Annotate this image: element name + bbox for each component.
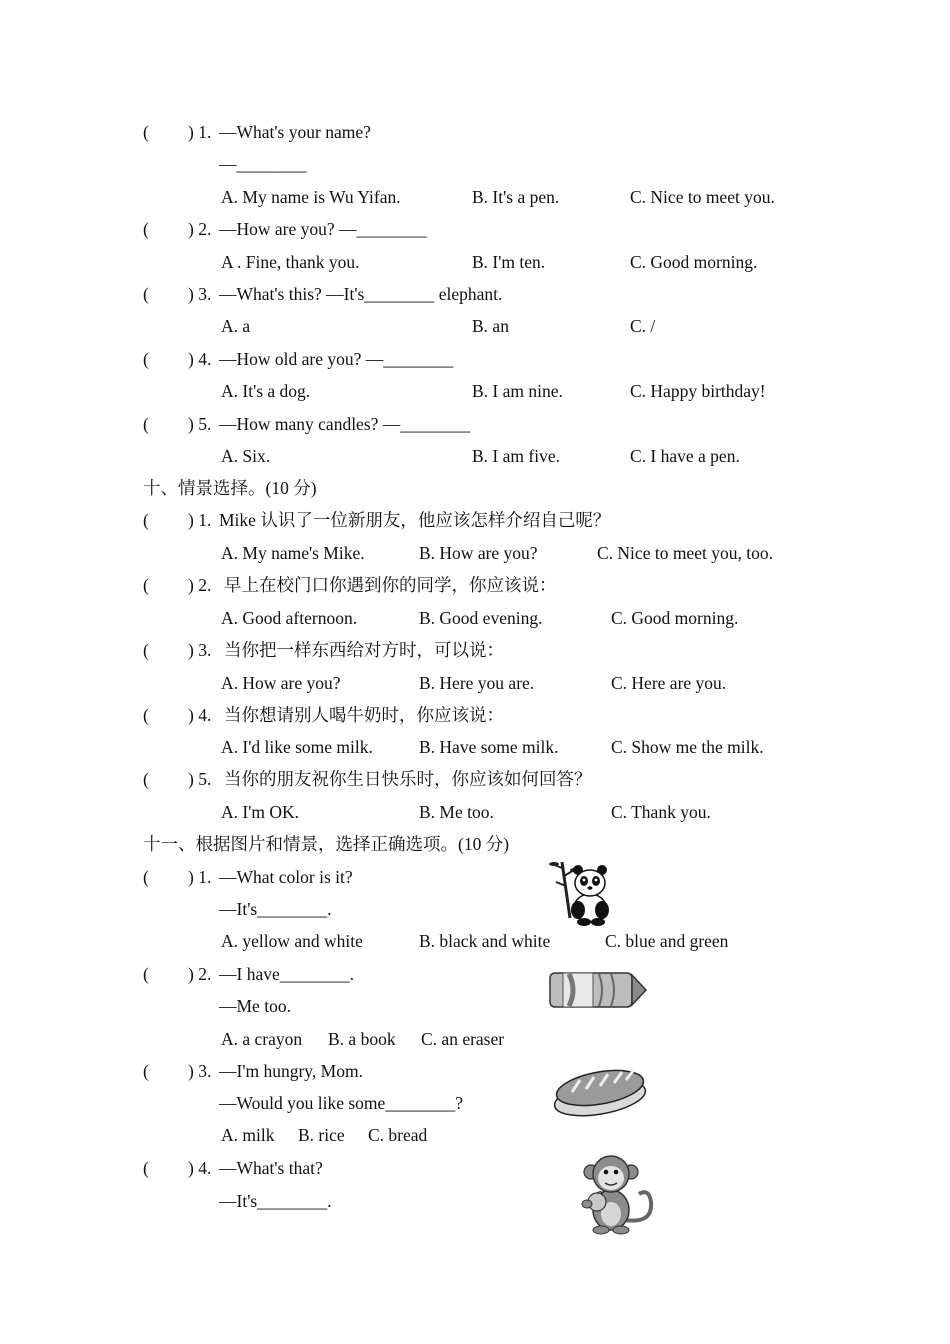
option-c: C. Here are you. — [611, 673, 727, 693]
option-a: A. yellow and white — [221, 931, 363, 951]
option-a: A. I'm OK. — [221, 802, 300, 822]
option-a: A. My name is Wu Yifan. — [221, 187, 401, 207]
answer-paren: ( — [143, 1061, 149, 1081]
question-stem: —I'm hungry, Mom. — [219, 1061, 363, 1081]
question-stem: —What color is it? — [219, 867, 353, 887]
option-b: B. Good evening. — [419, 608, 543, 628]
question-reply: —Me too. — [219, 996, 291, 1016]
question-stem: —I have________. — [219, 964, 355, 984]
section-heading: 十、情景选择。(10 分) — [143, 478, 317, 498]
option-c: C. blue and green — [605, 931, 729, 951]
question-reply: —Would you like some________? — [219, 1093, 464, 1113]
option-a: A. a crayon — [221, 1029, 303, 1049]
option-c: C. bread — [368, 1125, 428, 1145]
answer-paren: ( — [143, 510, 149, 530]
question-answer-line: —It's________. — [219, 899, 332, 919]
option-b: B. I'm ten. — [472, 252, 546, 272]
option-a: A. It's a dog. — [221, 381, 311, 401]
question-number: ) 2. — [188, 575, 212, 595]
question-answer-line: —________ — [219, 154, 307, 174]
option-c: C. Good morning. — [630, 252, 758, 272]
answer-paren: ( — [143, 769, 149, 789]
option-a: A. milk — [221, 1125, 275, 1145]
option-b: B. Here you are. — [419, 673, 535, 693]
option-a: A. I'd like some milk. — [221, 737, 373, 757]
option-a: A. My name's Mike. — [221, 543, 365, 563]
option-c: C. Show me the milk. — [611, 737, 764, 757]
crayon-icon — [547, 966, 649, 1014]
question-number: ) 3. — [188, 1061, 212, 1081]
option-a: A. Six. — [221, 446, 271, 466]
question-number: ) 1. — [188, 122, 212, 142]
option-b: B. How are you? — [419, 543, 538, 563]
question-number: ) 1. — [188, 867, 212, 887]
option-a: A. How are you? — [221, 673, 341, 693]
question-stem: —How are you? —________ — [219, 219, 427, 239]
option-c: C. Happy birthday! — [630, 381, 766, 401]
question-number: ) 1. — [188, 510, 212, 530]
monkey-icon — [573, 1150, 659, 1238]
option-b: B. I am nine. — [472, 381, 563, 401]
answer-paren: ( — [143, 122, 149, 142]
bread-icon — [550, 1062, 650, 1120]
answer-paren: ( — [143, 284, 149, 304]
question-answer-line: —It's________. — [219, 1191, 332, 1211]
option-b: B. a book — [328, 1029, 396, 1049]
option-a: A. Good afternoon. — [221, 608, 358, 628]
question-stem: Mike 认识了一位新朋友，他应该怎样介绍自己呢？ — [219, 510, 611, 530]
question-number: ) 3. — [188, 284, 212, 304]
question-stem: —What's that? — [219, 1158, 323, 1178]
option-c: C. / — [630, 316, 656, 336]
question-number: ) 4. — [188, 1158, 212, 1178]
option-c: C. Nice to meet you. — [630, 187, 775, 207]
question-number: ) 3. — [188, 640, 212, 660]
question-number: ) 5. — [188, 414, 212, 434]
answer-paren: ( — [143, 349, 149, 369]
answer-paren: ( — [143, 867, 149, 887]
answer-paren: ( — [143, 1158, 149, 1178]
option-a: A. a — [221, 316, 251, 336]
option-c: C. Thank you. — [611, 802, 711, 822]
panda-icon — [548, 858, 618, 928]
option-b: B. It's a pen. — [472, 187, 560, 207]
question-stem: 当你把一样东西给对方时，可以说： — [224, 640, 504, 660]
question-stem: —What's this? —It's________ elephant. — [219, 284, 503, 304]
option-b: B. an — [472, 316, 509, 336]
question-stem: 当你的朋友祝你生日快乐时，你应该如何回答？ — [224, 769, 592, 789]
answer-paren: ( — [143, 705, 149, 725]
option-b: B. black and white — [419, 931, 551, 951]
option-b: B. I am five. — [472, 446, 560, 466]
answer-paren: ( — [143, 414, 149, 434]
option-b: B. rice — [298, 1125, 345, 1145]
option-a: A . Fine, thank you. — [221, 252, 360, 272]
option-c: C. I have a pen. — [630, 446, 740, 466]
question-stem: —How many candles? —________ — [219, 414, 471, 434]
question-number: ) 5. — [188, 769, 212, 789]
question-number: ) 2. — [188, 964, 212, 984]
question-stem: 当你想请别人喝牛奶时，你应该说： — [224, 705, 504, 725]
option-b: B. Me too. — [419, 802, 494, 822]
question-stem: —What's your name? — [219, 122, 371, 142]
answer-paren: ( — [143, 575, 149, 595]
answer-paren: ( — [143, 219, 149, 239]
section-heading: 十一、根据图片和情景，选择正确选项。(10 分) — [143, 834, 510, 854]
answer-paren: ( — [143, 640, 149, 660]
option-c: C. an eraser — [421, 1029, 505, 1049]
question-stem: 早上在校门口你遇到你的同学，你应该说： — [224, 575, 557, 595]
option-c: C. Nice to meet you, too. — [597, 543, 773, 563]
question-number: ) 4. — [188, 705, 212, 725]
question-stem: —How old are you? —________ — [219, 349, 454, 369]
option-c: C. Good morning. — [611, 608, 739, 628]
question-number: ) 2. — [188, 219, 212, 239]
question-number: ) 4. — [188, 349, 212, 369]
answer-paren: ( — [143, 964, 149, 984]
option-b: B. Have some milk. — [419, 737, 559, 757]
